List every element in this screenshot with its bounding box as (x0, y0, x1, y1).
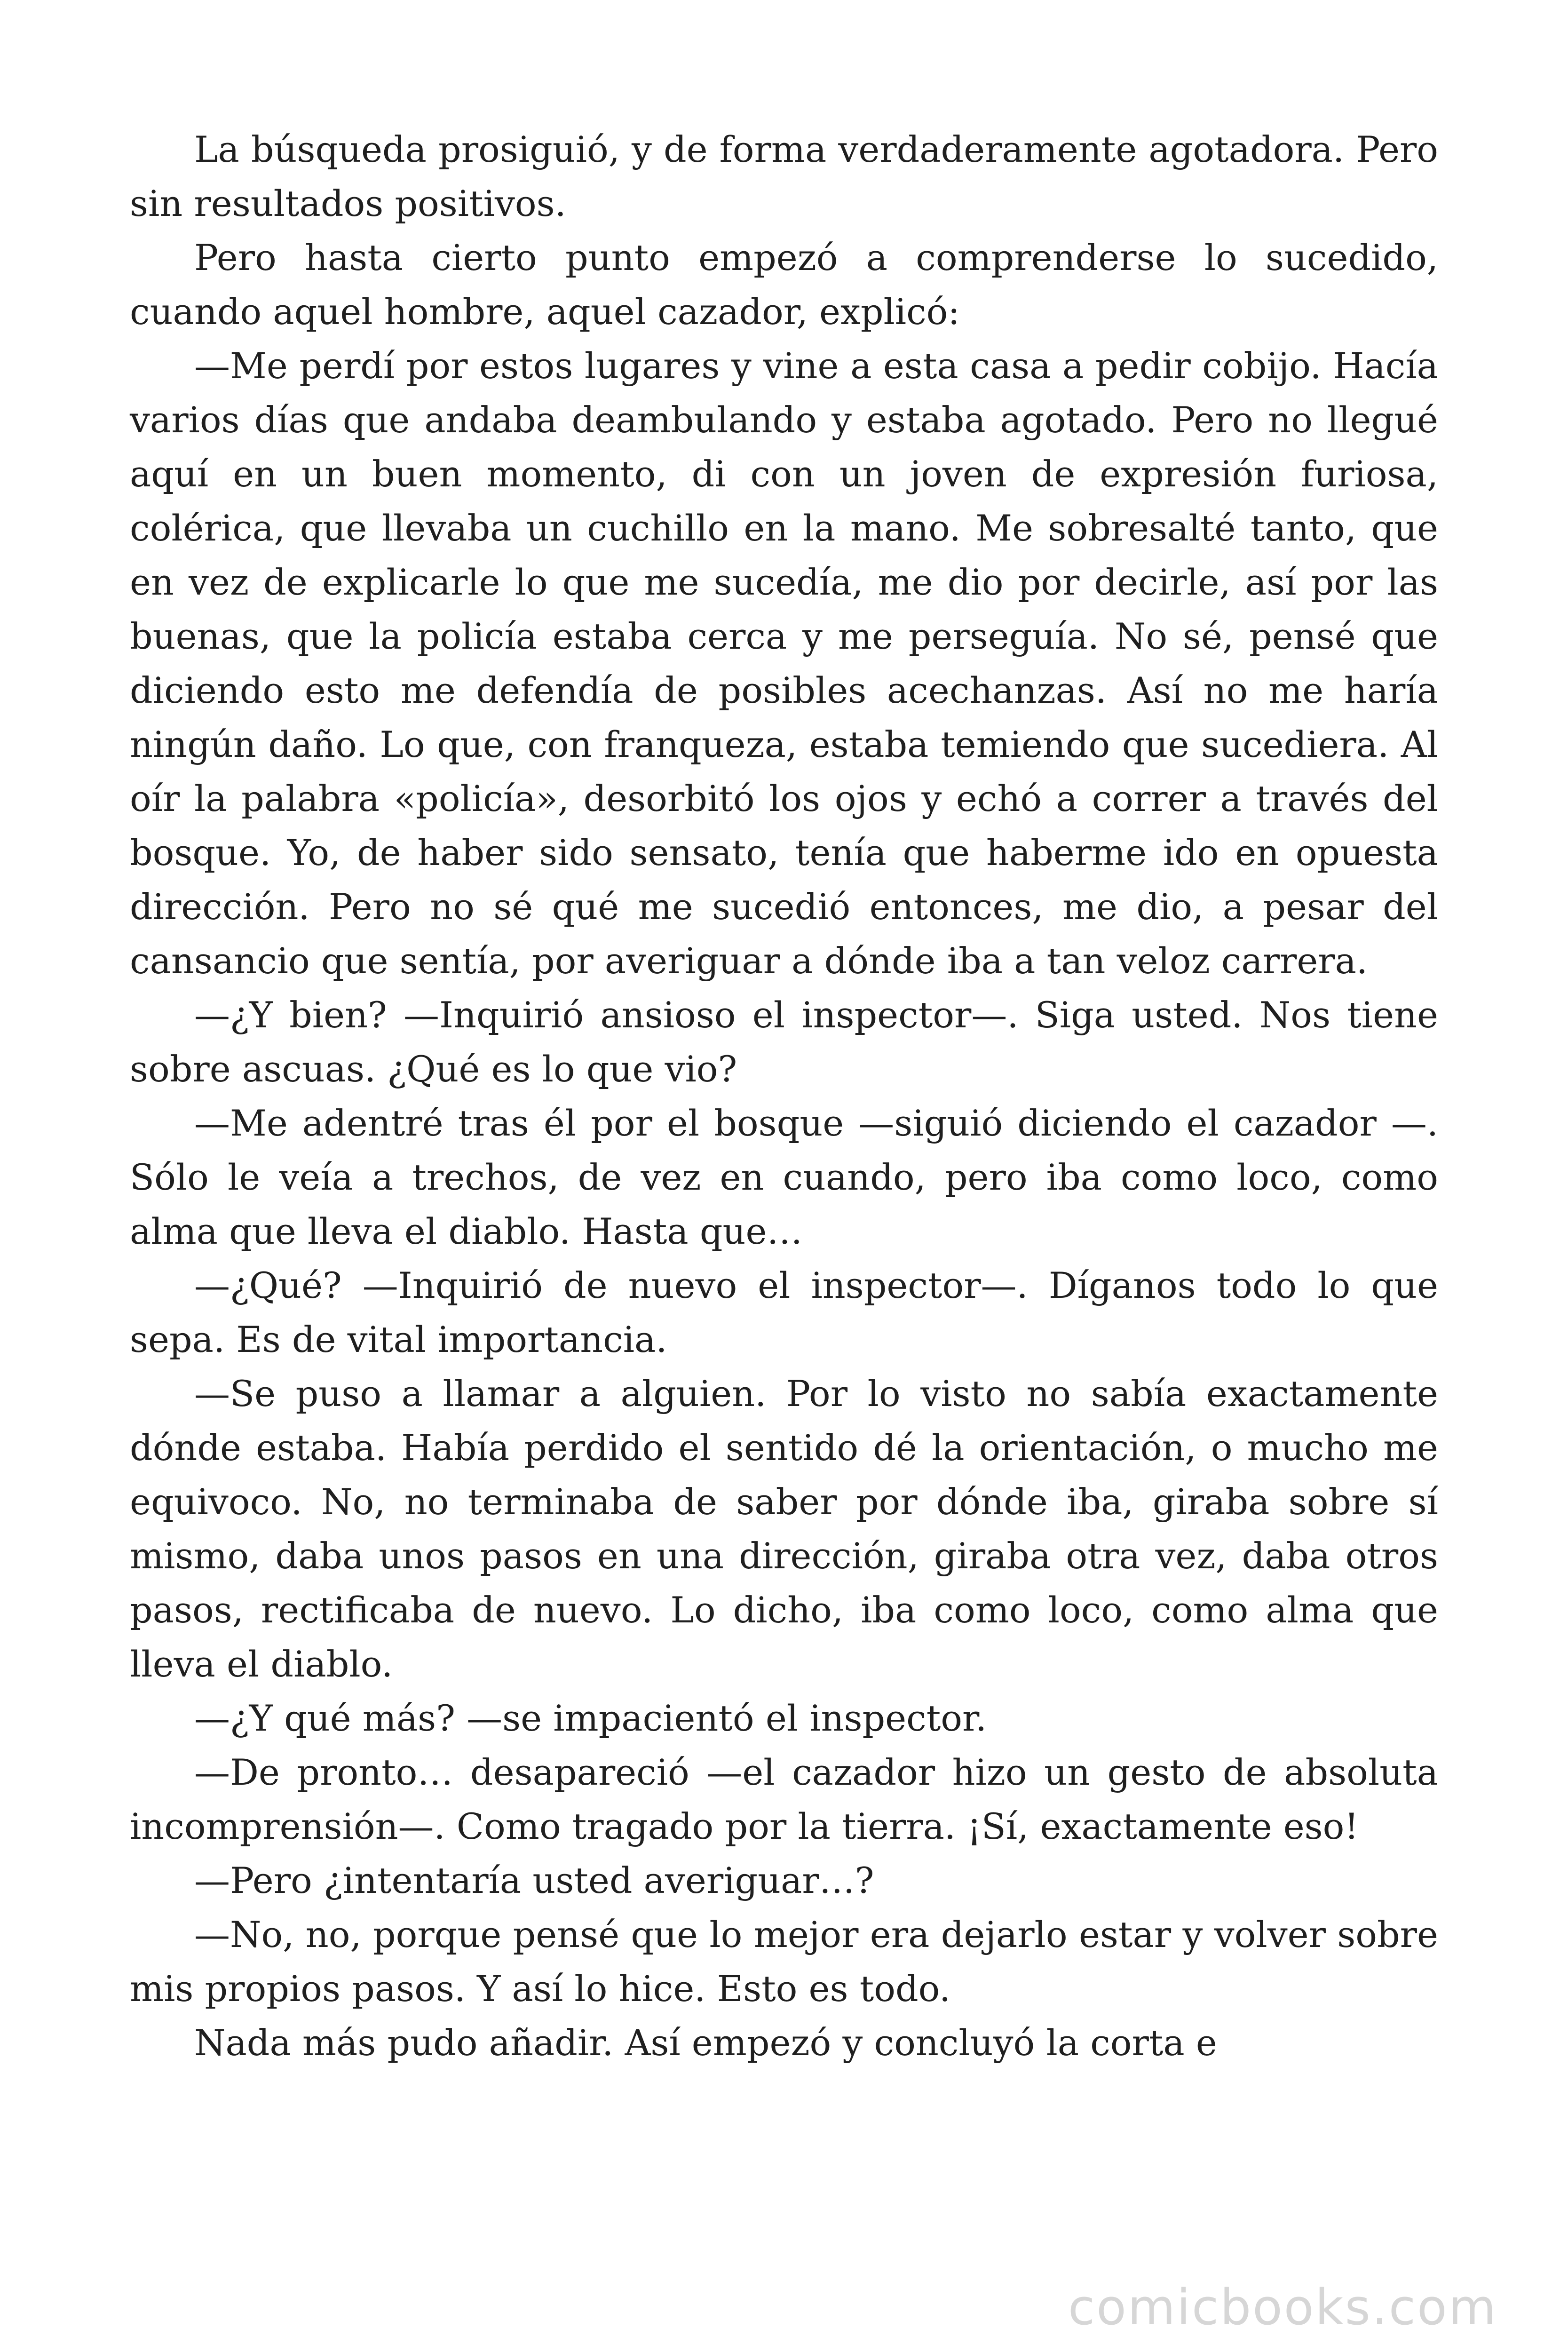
paragraph: —Pero ¿intentaría usted averiguar…? (194, 1859, 874, 1901)
paragraph: La búsqueda prosiguió, y de forma verdaderamente agotadora. Pero sin resultados positivos. (130, 128, 1438, 224)
paragraph: —Me adentré tras él por el bosque —siguió diciendo el cazador —. Sólo le veía a trechos, de vez en cuando, pero iba como loco, como alma que lleva el diablo. Hasta que… (130, 1102, 1438, 1252)
paragraph: —¿Y qué más? —se impacientó el inspector. (194, 1697, 987, 1739)
paragraph: Pero hasta cierto punto empezó a comprenderse lo sucedido, cuando aquel hombre, aquel cazador, explicó: (130, 237, 1438, 333)
paragraph: —¿Qué? —Inquirió de nuevo el inspector—. Díganos todo lo que sepa. Es de vital importancia. (130, 1264, 1438, 1360)
paragraph: Nada más pudo añadir. Así empezó y concluyó la corta e (194, 2022, 1217, 2064)
paragraph: —¿Y bien? —Inquirió ansioso el inspector—. Siga usted. Nos tiene sobre ascuas. ¿Qué es lo que vio? (130, 994, 1438, 1090)
paragraph: —Me perdí por estos lugares y vine a esta casa a pedir cobijo. Hacía varios días que andaba deambulando y estaba agotado. Pero no llegué aquí en un buen momento, di con un joven de expresión furiosa, colérica, que llevaba un cuchillo en la mano. Me sobresalté tanto, que en vez de explicarle lo que me sucedía, me dio por decirle, así por las buenas, que la policía estaba cerca y me perseguía. No sé, pensé que diciendo esto me defendía de posibles acechanzas. Así no me haría ningún daño. Lo que, con franqueza, estaba temiendo que sucediera. Al oír la palabra «policía», desorbitó los ojos y echó a correr a través del bosque. Yo, de haber sido sensato, tenía que haberme ido en opuesta dirección. Pero no sé qué me sucedió entonces, me dio, a pesar del cansancio que sentía, por averiguar a dónde iba a tan veloz carrera. (130, 345, 1438, 982)
paragraph: —No, no, porque pensé que lo mejor era dejarlo estar y volver sobre mis propios pasos. Y así lo hice. Esto es todo. (130, 1914, 1438, 2010)
page-body (130, 122, 1438, 2070)
paragraph: —Se puso a llamar a alguien. Por lo visto no sabía exactamente dónde estaba. Había perdido el sentido dé la orientación, o mucho me equivoco. No, no terminaba de saber por dónde iba, giraba sobre sí mismo, daba unos pasos en una dirección, giraba otra vez, daba otros pasos, rectificaba de nuevo. Lo dicho, iba como loco, como alma que lleva el diablo. (130, 1373, 1438, 1685)
paragraph: —De pronto… desapareció —el cazador hizo un gesto de absoluta incomprensión—. Como tragado por la tierra. ¡Sí, exactamente eso! (130, 1751, 1438, 1847)
watermark: comicbooks.com (1068, 2279, 1497, 2336)
